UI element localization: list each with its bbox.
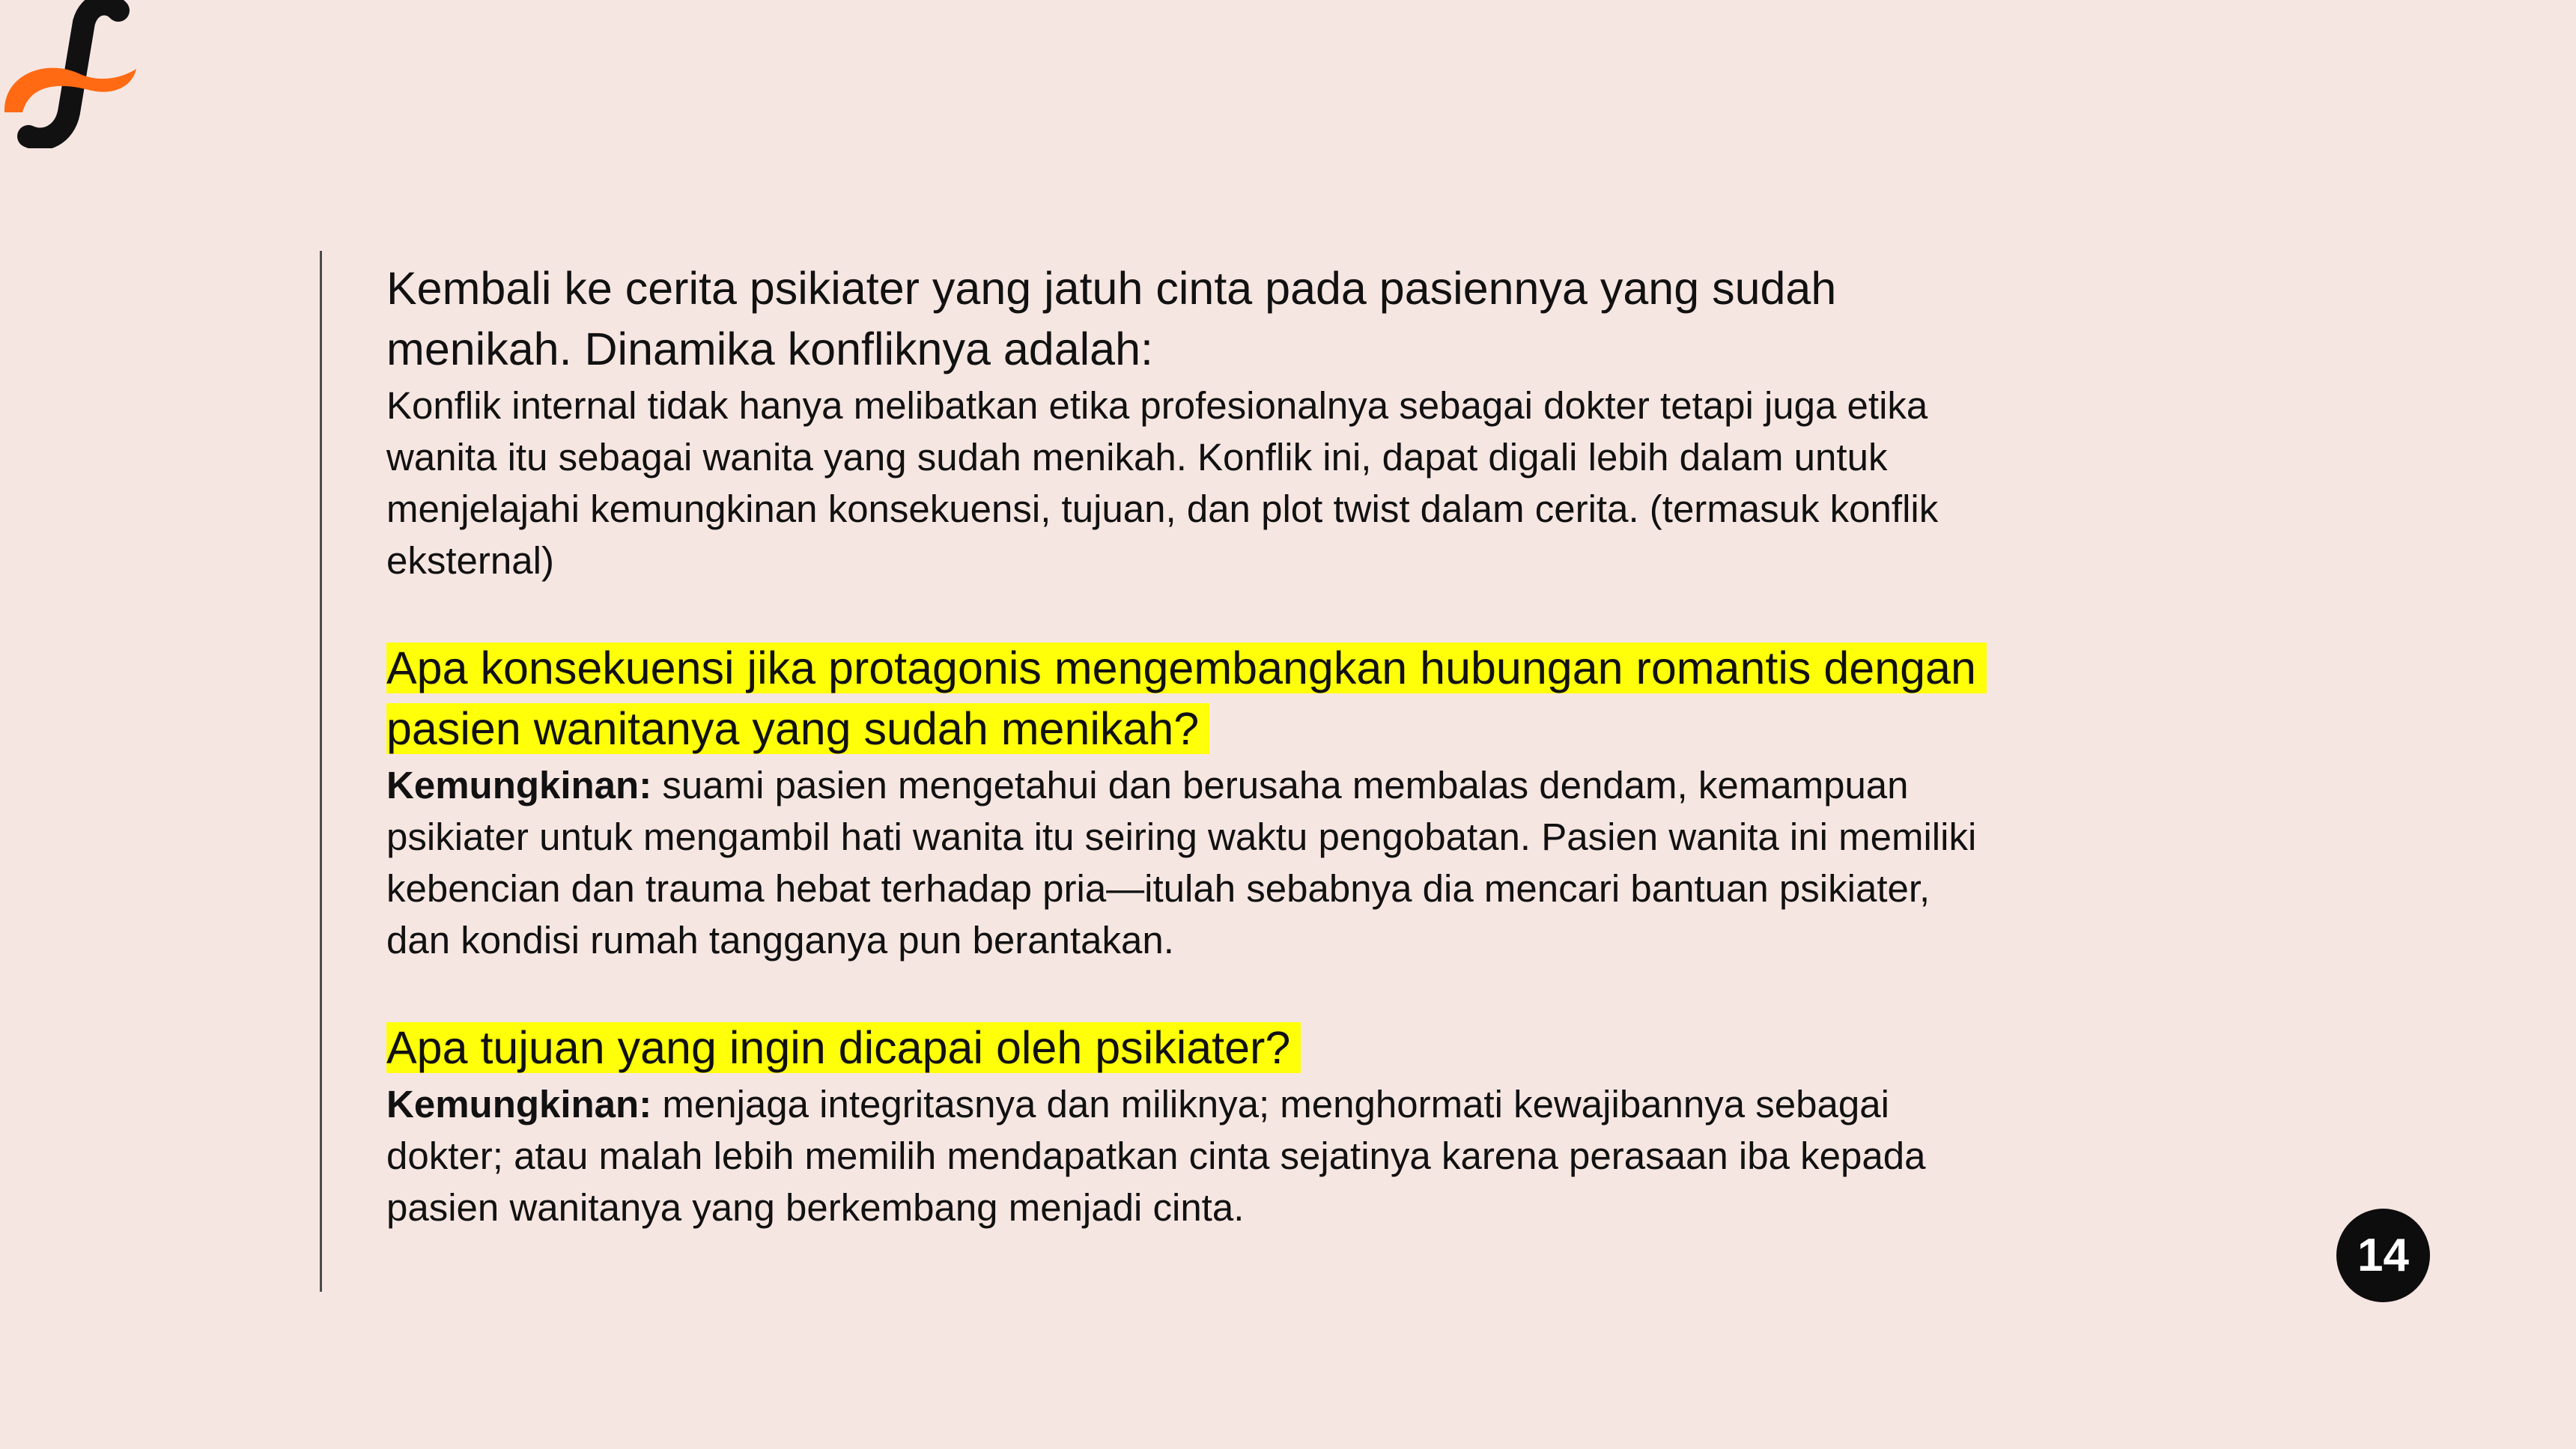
vertical-divider <box>320 251 322 1292</box>
intro-heading: Kembali ke cerita psikiater yang jatuh cinta pada pasiennya yang sudah menikah. Dinamika konfliknya adalah: <box>386 263 1837 374</box>
answer-goal <box>386 1078 1996 1233</box>
question-goal-text: Apa tujuan yang ingin dicapai oleh psikiater? <box>386 1022 1301 1073</box>
slide-content <box>386 258 1996 1233</box>
brand-f-logo-icon <box>0 0 139 148</box>
page-number-badge: 14 <box>2336 1209 2430 1302</box>
answer-label: Kemungkinan: <box>386 1083 652 1126</box>
question-goal <box>386 1018 1996 1078</box>
answer-consequence <box>386 759 1996 966</box>
question-consequence <box>386 638 1996 759</box>
intro-body: Konflik internal tidak hanya melibatkan etika profesionalnya sebagai dokter tetapi juga etika wanita itu sebagai wanita yang sudah menikah. Konflik ini, dapat digali lebih dalam untuk menjelajahi kemungkinan konsekuensi, tujuan, dan plot twist dalam cerita. (termasuk konflik eksternal) <box>386 384 1939 582</box>
answer-text: suami pasien mengetahui dan berusaha membalas dendam, kemampuan psikiater untuk mengambil hati wanita itu seiring waktu pengobatan. Pasien wanita ini memiliki kebencian dan trauma hebat terhadap pria—itulah sebabnya dia mencari bantuan psikiater, dan kondisi rumah tangganya pun berantakan. <box>386 764 1977 962</box>
question-consequence-text: Apa konsekuensi jika protagonis mengembangkan hubungan romantis dengan pasien wanitanya yang sudah menikah? <box>386 643 1987 754</box>
answer-text: menjaga integritasnya dan miliknya; menghormati kewajibannya sebagai dokter; atau malah lebih memilih mendapatkan cinta sejatinya karena perasaan iba kepada pasien wanitanya yang berkembang menjadi cinta. <box>386 1083 1926 1229</box>
answer-label: Kemungkinan: <box>386 764 652 806</box>
